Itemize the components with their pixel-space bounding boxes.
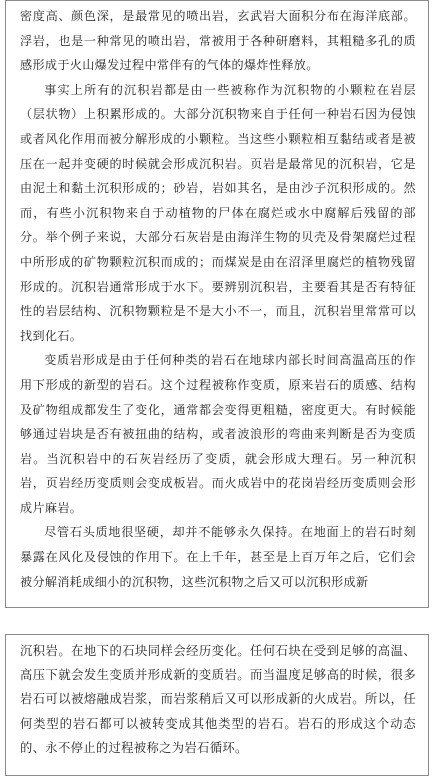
paragraph: 沉积岩。在地下的石块同样会经历变化。任何石块在受到足够的高温、高压下就会发生变质并形成新的变质岩。而当温度足够高的时候，很多岩石可以被熔融成岩浆，而岩浆稍后又可以形成新的火成岩。所以，任何类型的岩石都可以被转变成其他类型的岩石。岩石的形成这个动态的、永不停止的过程被称之为岩石循环。 bbox=[20, 644, 416, 755]
paragraph: 变质岩形成是由于任何种类的岩石在地球内部长时间高温高压的作用下形成的新型的岩石。这个过程被称作变质，原来岩石的质感、结构及矿物组成都发生了变化，通常都会变得更粗糙，密度更大。有时候能够通过岩块是否有被扭曲的结构，或者波浪形的弯曲来判断是否为变质岩。当沉积岩中的石灰岩经历了变质，就会形成大理石。另一种沉积岩，页岩经历变质则会变成板岩。而火成岩中的花岗岩经历变质则会形成片麻岩。 bbox=[20, 353, 416, 515]
paragraph: 事实上所有的沉积岩都是由一些被称作为沉积物的小颗粒在岩层（层状物）上积累形成的。大部分沉积物来自于任何一种岩石因为侵蚀或者风化作用而被分解形成的小颗粒。当这些小颗粒相互黏结或者是被压在一起并变硬的时候就会形成沉积岩。页岩是最常见的沉积岩，它是由泥土和黏土沉积形成的；砂岩，岩如其名，是由沙子沉积形成的。然而，有些小沉积物来自于动植物的尸体在腐烂或水中腐解后残留的部分。举个例子来说，大部分石灰岩是由海洋生物的贝壳及骨架腐烂过程中所形成的矿物颗粒沉积而成的；而煤炭是由在沼泽里腐烂的植物残留形成的。沉积岩通常形成于水下。要辨别沉积岩，主要看其是否有特征性的岩层结构、沉积物颗粒是不是大小不一，而且，沉积岩里常常可以找到化石。 bbox=[20, 82, 416, 343]
text-block-top bbox=[5, 0, 429, 608]
paragraph: 密度高、颜色深，是最常见的喷出岩，玄武岩大面积分布在海洋底部。浮岩，也是一种常见的喷出岩，常被用于各种研磨料，其粗糙多孔的质感形成于火山爆发过程中常伴有的气体的爆炸性释放。 bbox=[20, 9, 416, 73]
paragraph: 尽管石头质地很坚硬，却并不能够永久保持。在地面上的岩石时刻暴露在风化及侵蚀的作用下。在上千年，甚至是上百万年之后，它们会被分解消耗成细小的沉积物，这些沉积物之后又可以沉积形成新 bbox=[20, 525, 416, 589]
text-block-bottom bbox=[5, 634, 429, 776]
